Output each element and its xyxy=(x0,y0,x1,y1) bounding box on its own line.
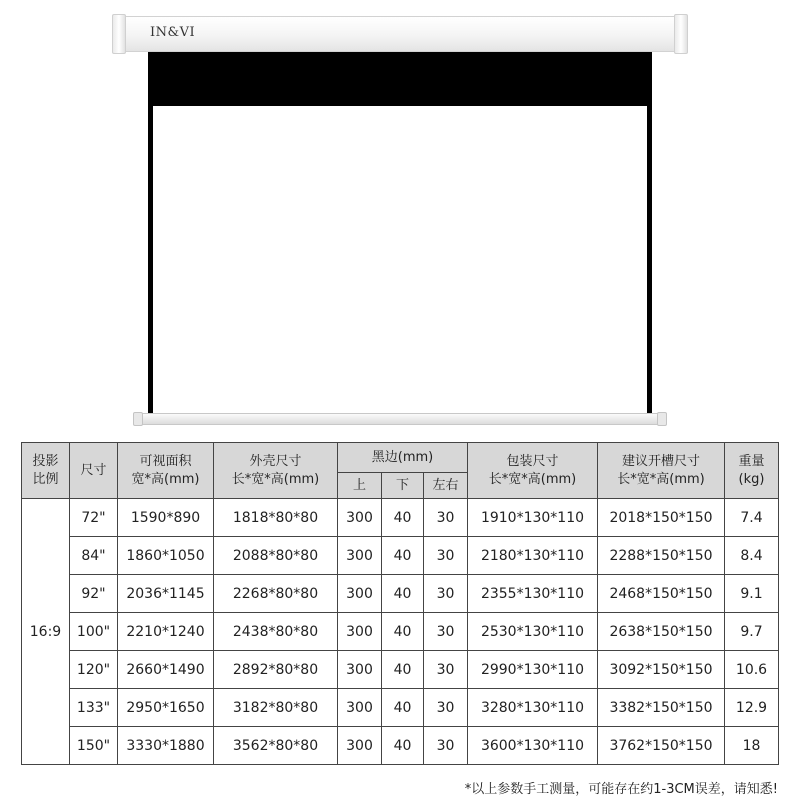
weight-cell: 7.4 xyxy=(725,499,779,537)
black-sides-cell: 30 xyxy=(424,575,468,613)
table-row xyxy=(22,537,779,575)
size-cell: 133" xyxy=(70,689,118,727)
header-slot-size: 建议开槽尺寸 长*宽*高(mm) xyxy=(598,443,725,499)
viewable-cell: 1590*890 xyxy=(118,499,214,537)
size-cell: 100" xyxy=(70,613,118,651)
viewable-cell: 2036*1145 xyxy=(118,575,214,613)
spec-table xyxy=(21,442,779,765)
slot-cell: 3762*150*150 xyxy=(598,727,725,765)
header-black-top: 上 xyxy=(338,473,382,499)
housing-cell: 3562*80*80 xyxy=(214,727,338,765)
table-row xyxy=(22,499,779,537)
size-cell: 72" xyxy=(70,499,118,537)
table-row xyxy=(22,651,779,689)
housing-cell: 2438*80*80 xyxy=(214,613,338,651)
weight-cell: 8.4 xyxy=(725,537,779,575)
weight-cell: 18 xyxy=(725,727,779,765)
slot-cell: 2638*150*150 xyxy=(598,613,725,651)
size-cell: 92" xyxy=(70,575,118,613)
viewable-cell: 2660*1490 xyxy=(118,651,214,689)
black-top-cell: 300 xyxy=(338,575,382,613)
header-size: 尺寸 xyxy=(70,443,118,499)
housing-cell: 3182*80*80 xyxy=(214,689,338,727)
black-top-cell: 300 xyxy=(338,727,382,765)
package-cell: 3600*130*110 xyxy=(468,727,598,765)
housing-cell: 1818*80*80 xyxy=(214,499,338,537)
table-row xyxy=(22,727,779,765)
casing-right-cap xyxy=(674,14,688,54)
package-cell: 2990*130*110 xyxy=(468,651,598,689)
black-bottom-cell: 40 xyxy=(382,651,424,689)
header-weight: 重量 (kg) xyxy=(725,443,779,499)
viewable-cell: 2210*1240 xyxy=(118,613,214,651)
black-sides-cell: 30 xyxy=(424,727,468,765)
weight-cell: 9.7 xyxy=(725,613,779,651)
package-cell: 2180*130*110 xyxy=(468,537,598,575)
slot-cell: 2018*150*150 xyxy=(598,499,725,537)
screen-top-black-border xyxy=(148,52,652,100)
black-sides-cell: 30 xyxy=(424,689,468,727)
size-cell: 120" xyxy=(70,651,118,689)
size-cell: 150" xyxy=(70,727,118,765)
housing-cell: 2268*80*80 xyxy=(214,575,338,613)
slot-cell: 2468*150*150 xyxy=(598,575,725,613)
black-bottom-cell: 40 xyxy=(382,537,424,575)
header-housing-size: 外壳尺寸 长*宽*高(mm) xyxy=(214,443,338,499)
package-cell: 2355*130*110 xyxy=(468,575,598,613)
black-top-cell: 300 xyxy=(338,537,382,575)
screen-casing xyxy=(117,16,683,52)
slot-cell: 3092*150*150 xyxy=(598,651,725,689)
table-row xyxy=(22,613,779,651)
casing-left-cap xyxy=(112,14,126,54)
black-top-cell: 300 xyxy=(338,651,382,689)
black-sides-cell: 30 xyxy=(424,499,468,537)
viewable-cell: 2950*1650 xyxy=(118,689,214,727)
housing-cell: 2892*80*80 xyxy=(214,651,338,689)
black-bottom-cell: 40 xyxy=(382,499,424,537)
package-cell: 3280*130*110 xyxy=(468,689,598,727)
black-top-cell: 300 xyxy=(338,613,382,651)
viewable-cell: 1860*1050 xyxy=(118,537,214,575)
black-top-cell: 300 xyxy=(338,689,382,727)
package-cell: 2530*130*110 xyxy=(468,613,598,651)
header-package-size: 包装尺寸 长*宽*高(mm) xyxy=(468,443,598,499)
header-viewable-area: 可视面积 宽*高(mm) xyxy=(118,443,214,499)
header-black-sides: 左右 xyxy=(424,473,468,499)
package-cell: 1910*130*110 xyxy=(468,499,598,537)
brand-logo: IN&VI xyxy=(150,25,196,40)
weight-cell: 10.6 xyxy=(725,651,779,689)
measurement-footnote: *以上参数手工测量，可能存在约1-3CM误差，请知悉! xyxy=(464,782,778,797)
header-ratio: 投影 比例 xyxy=(22,443,70,499)
viewable-cell: 3330*1880 xyxy=(118,727,214,765)
slot-cell: 2288*150*150 xyxy=(598,537,725,575)
table-row xyxy=(22,689,779,727)
black-top-cell: 300 xyxy=(338,499,382,537)
black-bottom-cell: 40 xyxy=(382,575,424,613)
bottom-bar-right-end xyxy=(657,412,667,426)
weight-cell: 12.9 xyxy=(725,689,779,727)
black-bottom-cell: 40 xyxy=(382,689,424,727)
black-bottom-cell: 40 xyxy=(382,613,424,651)
header-black-bottom: 下 xyxy=(382,473,424,499)
slot-cell: 3382*150*150 xyxy=(598,689,725,727)
black-sides-cell: 30 xyxy=(424,537,468,575)
header-black-border: 黑边(mm) xyxy=(338,443,468,473)
size-cell: 84" xyxy=(70,537,118,575)
table-row xyxy=(22,575,779,613)
bottom-bar-left-end xyxy=(133,412,143,426)
ratio-cell: 16:9 xyxy=(22,499,70,765)
screen-bottom-bar xyxy=(138,413,662,425)
housing-cell: 2088*80*80 xyxy=(214,537,338,575)
screen-viewing-surface xyxy=(148,100,652,418)
black-sides-cell: 30 xyxy=(424,651,468,689)
black-sides-cell: 30 xyxy=(424,613,468,651)
weight-cell: 9.1 xyxy=(725,575,779,613)
black-bottom-cell: 40 xyxy=(382,727,424,765)
